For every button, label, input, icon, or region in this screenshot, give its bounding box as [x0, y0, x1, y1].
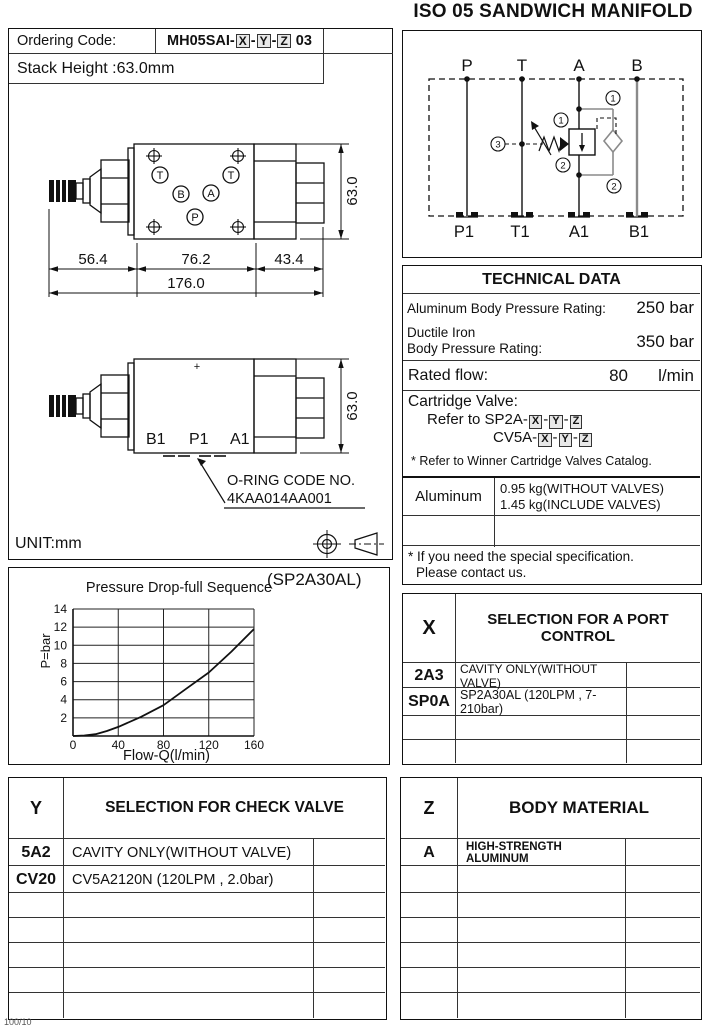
cartridge-ref-2 [493, 429, 593, 447]
hydraulic-schematic-panel [402, 30, 702, 258]
port-b1: B1 [628, 223, 650, 241]
page-footer-fragment: 100/10 [4, 1017, 32, 1025]
chart-y-tick-label: 14 [53, 602, 67, 616]
ordering-code-x: X [236, 34, 250, 49]
ordering-code-sep2: - [271, 33, 277, 49]
ordering-code-label-cell [9, 29, 156, 54]
port-letter-a: A [207, 188, 215, 200]
x-row-desc: SP2A30AL (120LPM , 7-210bar) [456, 688, 627, 716]
z-row-code: A [401, 839, 458, 866]
z-row-code [401, 943, 458, 968]
z-row-code [401, 918, 458, 943]
table-row [9, 968, 385, 993]
x-row-desc [456, 716, 627, 740]
y-row-desc: CV5A2120N (120LPM , 2.0bar) [64, 866, 314, 893]
z-row-code [401, 968, 458, 993]
chart-x-tick-label: 160 [243, 738, 265, 752]
y-row-desc: CAVITY ONLY(WITHOUT VALVE) [64, 839, 314, 866]
stack-height-cell [9, 54, 324, 84]
callout-1-right: 1 [610, 93, 616, 105]
z-row-code [401, 866, 458, 893]
schematic-bottom-port-labels [454, 223, 649, 241]
weight-line-1: 0.95 kg(WITHOUT VALVES) [500, 481, 664, 496]
dim-76-2: 76.2 [181, 251, 211, 268]
port-t: T [516, 56, 528, 75]
table-row [401, 918, 700, 943]
table-row [403, 740, 700, 763]
port-letter-b: B [177, 189, 185, 201]
y-row-code [9, 893, 64, 918]
note-line-1: * If you need the special specification. [408, 549, 634, 564]
chart-y-tick-label: 8 [60, 656, 67, 671]
x-row-code: SP0A [403, 688, 456, 716]
z-row-desc [458, 893, 626, 918]
cartridge-ref2-prefix: CV5A- [493, 429, 538, 446]
chart-y-tick-label: 4 [60, 692, 67, 707]
y-row-code [9, 918, 64, 943]
port-letter-marks [152, 167, 239, 225]
bottom-port-labels [146, 431, 250, 448]
cartridge-ref2-sep2: - [572, 429, 578, 446]
port-letter-t-left: T [156, 170, 164, 182]
cartridge-ref1-x: X [529, 415, 542, 429]
table-row [401, 839, 700, 866]
port-b: B [631, 56, 643, 75]
oring-leader-arrow [197, 458, 206, 466]
z-table-title: BODY MATERIAL [458, 778, 700, 839]
chart-x-axis-label: Flow-Q(l/min) [123, 748, 210, 764]
port-b1: B1 [146, 431, 166, 448]
table-row [401, 993, 700, 1018]
unit-label: UNIT:mm [15, 535, 82, 552]
port-p1: P1 [189, 431, 209, 448]
body-right-section [254, 359, 296, 453]
rated-flow-label: Rated flow: [408, 367, 489, 384]
cartridge-ref1-y: Y [549, 415, 562, 429]
iron-rating-value: 350 bar [636, 332, 694, 351]
oring-leader-line [198, 459, 225, 503]
page-title: ISO 05 SANDWICH MANIFOLD [413, 1, 693, 22]
port-a1: A1 [230, 431, 250, 448]
hydraulic-schematic [403, 31, 700, 256]
callout-3: 3 [495, 139, 501, 151]
y-row-desc [64, 993, 314, 1018]
port-a1: A1 [568, 223, 590, 241]
callout-1-left: 1 [558, 115, 564, 127]
weight-table [403, 476, 700, 545]
table-row [9, 893, 385, 918]
ordering-code-value-cell [156, 29, 324, 54]
center-plus-mark: + [193, 361, 201, 373]
chart-y-tick-label: 6 [60, 674, 67, 689]
right-hex-nut [296, 378, 324, 438]
z-row-desc [458, 993, 626, 1018]
chart-title: Pressure Drop-full Sequence [85, 580, 273, 596]
port-t1: T1 [510, 223, 530, 241]
oring-title: O-RING CODE NO. [227, 473, 356, 489]
pressure-drop-chart [9, 568, 388, 763]
x-row-code: 2A3 [403, 663, 456, 688]
ordering-code-suffix: 03 [295, 33, 312, 49]
cartridge-ref2-sep1: - [552, 429, 558, 446]
port-letter-p: P [191, 212, 199, 224]
table-row [9, 839, 385, 866]
callout-2-left: 2 [560, 160, 566, 172]
cartridge-ref1-z: Z [570, 415, 583, 429]
z-row-code [401, 893, 458, 918]
chart-y-tick-label: 10 [53, 638, 67, 653]
cartridge-ref1-sep1: - [543, 411, 549, 428]
table-row [9, 866, 385, 893]
dimension-texts [78, 176, 361, 292]
iron-rating-label-2: Body Pressure Rating: [407, 341, 543, 356]
chart-model-label: (SP2A30AL) [267, 570, 362, 589]
y-table-code-header: Y [9, 778, 64, 839]
weight-line-2: 1.45 kg(INCLUDE VALVES) [500, 497, 661, 512]
y-row-code [9, 968, 64, 993]
dim-43-4: 43.4 [274, 251, 304, 268]
cartridge-ref1-sep2: - [563, 411, 569, 428]
table-row [401, 893, 700, 918]
y-row-code: 5A2 [9, 839, 64, 866]
cartridge-ref2-z: Z [579, 433, 592, 447]
cartridge-ref-1 [427, 411, 583, 429]
chart-x-tick-label: 120 [198, 738, 219, 752]
special-spec-note [403, 545, 700, 583]
port-letter-t-right: T [227, 170, 235, 182]
note-line-2: Please contact us. [416, 565, 527, 580]
callout-2-right: 2 [611, 181, 617, 193]
cartridge-title: Cartridge Valve: [408, 393, 518, 410]
cartridge-ref2-x: X [538, 433, 551, 447]
y-row-desc [64, 918, 314, 943]
ordering-code-prefix: MH05SAI- [167, 33, 235, 49]
x-selection-table [402, 593, 702, 765]
table-row [403, 663, 700, 688]
x-row-desc: CAVITY ONLY(WITHOUT VALVE) [456, 663, 627, 688]
ordering-code-sep1: - [250, 33, 256, 49]
cartridge-note: * Refer to Winner Cartridge Valves Catalog. [411, 454, 652, 468]
adjustment-arrow [533, 125, 551, 155]
chart-y-tick-label: 2 [60, 710, 67, 725]
y-row-code [9, 993, 64, 1018]
dim-63-0-top: 63.0 [344, 176, 361, 206]
cartridge-ref1-prefix: Refer to SP2A- [427, 411, 528, 428]
z-body-material-table [400, 777, 702, 1020]
x-table-code-header: X [403, 594, 456, 663]
x-row-desc [456, 740, 627, 763]
z-table-code-header: Z [401, 778, 458, 839]
table-row [401, 943, 700, 968]
table-row [401, 968, 700, 993]
x-row-code [403, 740, 456, 763]
z-row-desc [458, 866, 626, 893]
ordering-code-empty-cell [324, 29, 393, 54]
third-angle-projection-icon [309, 529, 389, 559]
weight-material-cell: Aluminum [415, 488, 482, 505]
table-row [9, 993, 385, 1018]
dim-63-0-bottom: 63.0 [344, 391, 361, 421]
dim-56-4: 56.4 [78, 251, 108, 268]
chart-y-tick-label: 12 [53, 620, 67, 635]
z-row-code [401, 993, 458, 1018]
chart-y-axis-label: P=bar [38, 633, 53, 669]
rated-flow-unit: l/min [658, 366, 694, 385]
y-selection-table [8, 777, 387, 1020]
stack-height-label: Stack Height :63.0mm [17, 59, 175, 77]
port-p1: P1 [453, 223, 475, 241]
adjustment-screw [49, 375, 129, 437]
z-row-desc: HIGH-STRENGTH ALUMINUM [458, 839, 626, 866]
dim-176-0: 176.0 [167, 275, 205, 292]
y-row-code: CV20 [9, 866, 64, 893]
dimension-lines [258, 359, 349, 453]
alu-rating-value: 250 bar [636, 298, 694, 317]
y-row-desc [64, 893, 314, 918]
rated-flow-row [403, 361, 700, 391]
valve-drawing-top-view [13, 131, 385, 309]
chart-x-tick-label: 0 [69, 738, 77, 752]
ordering-code-y: Y [257, 34, 271, 49]
y-row-code [9, 943, 64, 968]
iron-rating-row [403, 323, 700, 361]
ordering-code-z: Z [277, 34, 290, 49]
rated-flow-value: 80 [609, 366, 628, 385]
port-a: A [573, 56, 585, 75]
chart-x-tick-label: 80 [156, 738, 171, 752]
right-hex-nut [296, 163, 324, 223]
pressure-drop-chart-panel [8, 567, 390, 765]
table-row [401, 866, 700, 893]
cartridge-valve-section [403, 391, 700, 476]
y-row-desc [64, 943, 314, 968]
table-row [403, 716, 700, 740]
port-p: P [461, 56, 473, 75]
alu-rating-label: Aluminum Body Pressure Rating: [407, 301, 606, 316]
oring-code: 4KAA014AA001 [227, 491, 332, 507]
valve-drawing-bottom-view [13, 356, 385, 516]
technical-data-panel [402, 265, 702, 585]
table-row [403, 688, 700, 716]
alu-rating-row [403, 294, 700, 323]
y-row-desc [64, 968, 314, 993]
table-row [9, 918, 385, 943]
technical-data-header: TECHNICAL DATA [403, 266, 700, 294]
z-row-desc [458, 968, 626, 993]
chart-x-tick-label: 40 [111, 738, 125, 752]
adjustment-screw [49, 160, 129, 222]
table-row [9, 943, 385, 968]
iron-rating-label-1: Ductile Iron [407, 325, 476, 340]
z-row-desc [458, 943, 626, 968]
cartridge-ref2-y: Y [559, 433, 572, 447]
drawings-panel [8, 28, 393, 560]
schematic-top-port-labels [461, 56, 642, 75]
x-row-code [403, 716, 456, 740]
ordering-code-label: Ordering Code: [17, 33, 117, 49]
x-table-title: SELECTION FOR A PORT CONTROL [456, 594, 700, 663]
y-table-title: SELECTION FOR CHECK VALVE [64, 778, 385, 839]
body-right-section [254, 144, 296, 239]
z-row-desc [458, 918, 626, 943]
